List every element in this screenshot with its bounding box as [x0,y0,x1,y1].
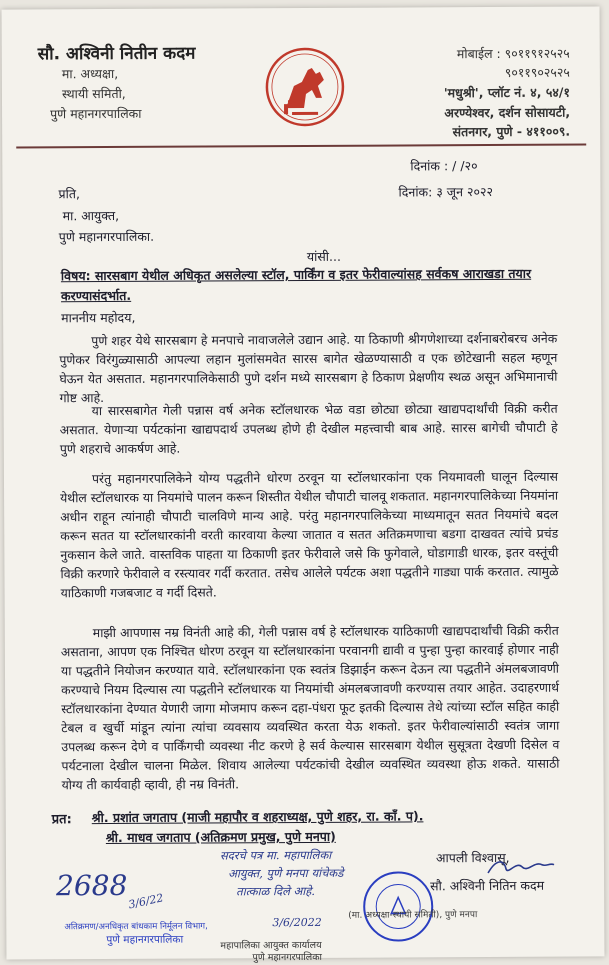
address-line-3: संतनगर, पुणे - ४११००९. [452,123,571,140]
handwritten-number: 2688 [56,868,128,903]
body-paragraph-3: परंतु महानगरपालिकेने योग्य पद्धतीने धोरण ठरवून या स्टॉलधारकांना एक नियमावली घालून दिल्यास येथील स्टॉलधारक या नियमांचे पालन करून शिस्तीत येथील चौपाटी चालवू शकतात. महानगरपालिकेच्या नियमांना अधीन राहून त्यांनाही चौपाटी चालविणे मान्य आहे. परंतु महानगरपालिकेच्या माध्यमातून सतत नियमांचे बदल करून सतत या स्टॉलधारकांनी वरती कारवाया केल्या जातात व सतत अतिक्रमणाचा बडगा दाखवत त्यांचे प्रचंड नुकसान केले जाते. वास्तविक पाहता या ठिकाणी इतर फेरीवाले जसे कि फुगेवाले, घोडागाडी धारक, इतर वस्तूंची विक्री करणारे फेरीवाले व रस्त्यावर गर्दी करतात. तसेच आलेले पर्यटक अशा पद्धतीने गाड्या पार्क करतात. त्यामुळे याठिकाणी गजबजाट व गर्दी दिसते. [60,468,559,601]
handwritten-note-line-3: तात्काळ दिले आहे. [236,883,316,899]
sender-designation: मा. अध्यक्षा, [61,65,119,82]
letter-date: दिनांक: ३ जून २०२२ [398,184,494,200]
cc-label: प्रत: [51,812,72,828]
receipt-stamp-2-line-2: पुणे महानगरपालिका [252,951,323,964]
recipient-organization: पुणे महानगरपालिका. [58,228,155,245]
signer-title: (मा. अध्यक्षा-स्थायी समिती), पुणे मनपा [348,910,478,921]
handwritten-note-line-1: सदरचे पत्र मा. महापालिका [219,847,332,863]
handwritten-date-2: 3/6/2022 [272,915,322,930]
receipt-stamp-2-line-1: महापालिका आयुक्त कार्यालय [220,939,322,952]
address-line-2: अरण्येश्वर, दर्शन सोसायटी, [444,104,571,121]
cc-recipient-1: श्री. प्रशांत जगताप (माजी महापौर व शहराध्यक्ष, पुणे शहर, रा. कॉं. प). [91,808,424,826]
body-paragraph-1: पुणे शहर येथे सारसबाग हे मनपाचे नावाजलेले उद्यान आहे. या ठिकाणी श्रीगणेशाच्या दर्शनाबरोबरच अनेक पुणेकर विरंगुळ्यासाठी आपल्या लहान मुलांसमवेत सारस बागेत खेळण्यासाठी व एक छोटेखानी सहल म्हणून घेऊन येत असतात. महानगरपालिकेसाठी पुणे दर्शन मध्ये सारसबाग हे ठिकाण प्रेक्षणीय स्थळ असून अभिमानाची गोष्ट आहे. [59,330,558,406]
signer-name: सौ. अश्विनी नितिन कदम [430,877,545,894]
cc-recipient-2: श्री. माधव जगताप (अतिक्रमण प्रमुख, पुणे मनपा) [105,828,336,846]
sender-organization: पुणे महानगरपालिका [50,105,142,122]
handwritten-date-1: 3/6/22 [127,891,165,912]
closing-line: आपली विश्वासू, [435,849,510,866]
body-paragraph-4: माझी आपणास नम्र विनंती आहे की, गेली पन्नास वर्ष हे स्टॉलधारक याठिकाणी खाद्यपदार्थांची विक्री करीत असताना, आपण एक निश्चित धोरण ठरवून या स्टॉलधारकांना परवानगी द्यावी व पुन्हा पुन्हा कारवाई होणार नाही या पद्धतीने नियोजन करण्यात यावे. स्टॉलधारकांना एक स्वतंत्र डिझाईन करून देऊन त्या पद्धतीने अंमलबजावणी करण्याचे नियम दिल्यास त्या पद्धतीने स्टॉलधारक या नियमांची अंमलबजावणी करण्यास तयार आहेत. उदाहरणार्थ स्टॉलधारकांना देण्यात येणारी जागा मोजमाप करून दहा-पंधरा फूट इतकी दिल्यास तेथे त्यांच्या स्टॉल सहित काही टेबल व खुर्ची मांडून त्यांना त्यांचा व्यवसाय व्यवस्थित करता येऊ शकतो. इतर फेरीवाल्यांसाठी स्वतंत्र जागा उपलब्ध करून देणे व पार्किंगची व्यवस्था नीट करणे हे सर्व केल्यास सारसबाग येथील सुसूत्रता देखणी दिसेल व पर्यटनाला देखील चालना मिळेल. शिवाय आलेल्या पर्यटकांची देखील व्यवस्थित व्यवस्था होऊ शकते. यासाठी योग्य ती कार्यवाही व्हावी, ही नम्र विनंती. [60,622,560,793]
letter-page [2,6,605,964]
date-template: दिनांक : / /२० [410,158,478,174]
sender-committee: स्थायी समिती, [61,85,126,102]
handwritten-note-line-2: आयुक्त, पुणे मनपा यांचेकडे [228,865,344,881]
sender-name: सौ. अश्विनी नितीन कदम [37,43,196,65]
shivaji-emblem-logo [264,46,346,128]
receipt-stamp-1-line-2: पुणे महानगरपालिका [106,933,184,947]
greeting: यांसी... [306,248,341,264]
mobile-label: मोबाईल : [456,45,501,62]
mobile-line-1 [457,45,570,63]
body-paragraph-2: या सारसबागेत गेली पन्नास वर्ष अनेक स्टॉलधारक भेळ वडा छोट्या छोट्या खाद्यपदार्थांची विक्री करीत असतात. येणाऱ्या पर्यटकांना खाद्यपदार्थ उपलब्ध होणे ही देखील महत्त्वाची बाब आहे. सारस बागेची चौपाटी हे पुणे शहराचे आकर्षण आहे. [59,400,558,457]
salutation: माननीय महोदय, [61,309,136,326]
recipient-title: मा. आयुक्त, [62,207,120,224]
receipt-stamp-1-line-1: अतिक्रमण/अनधिकृत बांधकाम निर्मूलन विभाग, [64,921,208,933]
signature [486,855,556,879]
mobile-number-1: ९०११९१२५२५ [504,45,570,61]
header-divider [16,144,586,149]
mobile-number-2: ९०११९०२५२५ [504,64,570,80]
subject-line: विषय: सारसबाग येथील अधिकृत असलेल्या स्टॉल, पार्किंग व इतर फेरीवाल्यांसह सर्वकष आराखडा तयार करण्यासंदर्भात. [60,265,532,304]
recipient-to: प्रति, [58,186,80,202]
address-line-1: 'मधुश्री', प्लॉट नं. ४, ५४/१ [443,84,570,101]
